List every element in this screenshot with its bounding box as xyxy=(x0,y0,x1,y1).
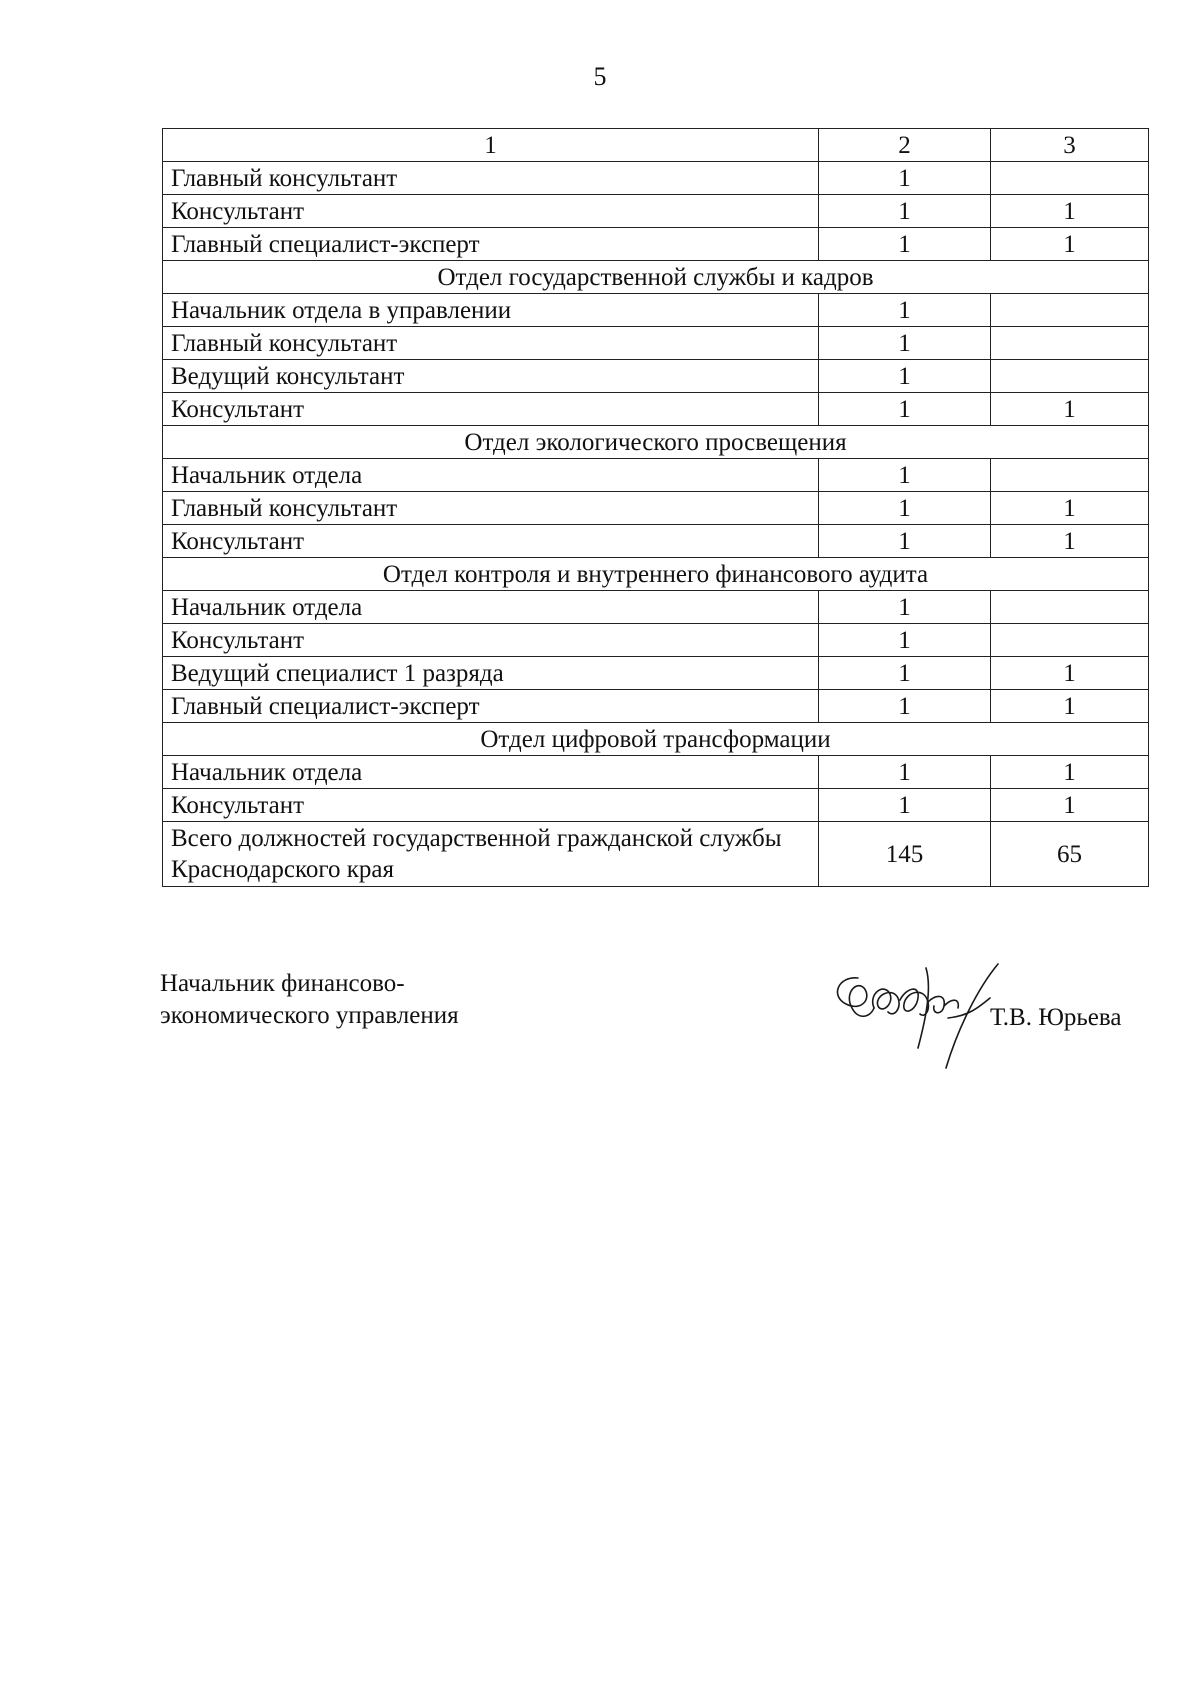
position-name: Консультант xyxy=(163,393,819,426)
position-name: Главный специалист-эксперт xyxy=(163,228,819,261)
section-title: Отдел цифровой трансформации xyxy=(163,723,1149,756)
table-row xyxy=(163,525,1149,558)
position-name: Начальник отдела xyxy=(163,459,819,492)
position-count-col-3: 1 xyxy=(991,756,1149,789)
position-count-col-2: 1 xyxy=(819,591,991,624)
position-name: Начальник отдела xyxy=(163,756,819,789)
section-title: Отдел контроля и внутреннего финансового аудита xyxy=(163,558,1149,591)
header-col-2: 2 xyxy=(819,129,991,162)
position-count-col-3 xyxy=(991,624,1149,657)
signature-block xyxy=(160,968,459,1032)
table-row xyxy=(163,492,1149,525)
position-count-col-2: 1 xyxy=(819,228,991,261)
position-count-col-3 xyxy=(991,327,1149,360)
table-row xyxy=(163,228,1149,261)
table-header-row xyxy=(163,129,1149,162)
position-name: Консультант xyxy=(163,624,819,657)
position-count-col-3: 1 xyxy=(991,690,1149,723)
section-row xyxy=(163,426,1149,459)
table-row xyxy=(163,195,1149,228)
header-col-3: 3 xyxy=(991,129,1149,162)
table-row xyxy=(163,162,1149,195)
position-count-col-3: 1 xyxy=(991,789,1149,822)
table-row xyxy=(163,756,1149,789)
section-title: Отдел государственной службы и кадров xyxy=(163,261,1149,294)
section-row xyxy=(163,723,1149,756)
position-count-col-3 xyxy=(991,459,1149,492)
table-row xyxy=(163,459,1149,492)
position-count-col-2: 1 xyxy=(819,657,991,690)
position-count-col-2: 1 xyxy=(819,327,991,360)
position-count-col-3: 1 xyxy=(991,525,1149,558)
position-name: Начальник отдела в управлении xyxy=(163,294,819,327)
position-count-col-3: 1 xyxy=(991,228,1149,261)
section-title: Отдел экологического просвещения xyxy=(163,426,1149,459)
position-count-col-2: 1 xyxy=(819,492,991,525)
staffing-table-body xyxy=(163,129,1149,887)
position-count-col-3: 1 xyxy=(991,492,1149,525)
position-count-col-2: 1 xyxy=(819,756,991,789)
position-count-col-2: 1 xyxy=(819,294,991,327)
position-count-col-2: 1 xyxy=(819,690,991,723)
position-count-col-3 xyxy=(991,162,1149,195)
position-count-col-2: 1 xyxy=(819,789,991,822)
position-name: Консультант xyxy=(163,195,819,228)
table-row xyxy=(163,327,1149,360)
position-count-col-2: 1 xyxy=(819,459,991,492)
position-name: Главный консультант xyxy=(163,162,819,195)
section-row xyxy=(163,558,1149,591)
table-row xyxy=(163,393,1149,426)
position-name: Начальник отдела xyxy=(163,591,819,624)
total-label: Всего должностей государственной гражданской службы Краснодарского края xyxy=(163,822,819,887)
position-count-col-2: 1 xyxy=(819,525,991,558)
position-count-col-3 xyxy=(991,360,1149,393)
position-count-col-3 xyxy=(991,591,1149,624)
table-row xyxy=(163,294,1149,327)
position-count-col-2: 1 xyxy=(819,162,991,195)
position-count-col-3: 1 xyxy=(991,195,1149,228)
position-count-col-2: 1 xyxy=(819,624,991,657)
total-col-3: 65 xyxy=(991,822,1149,887)
table-row xyxy=(163,624,1149,657)
signer-title-line-2: экономического управления xyxy=(160,1002,459,1029)
signer-title-line-1: Начальник финансово- xyxy=(160,970,405,997)
position-name: Главный специалист-эксперт xyxy=(163,690,819,723)
position-name: Ведущий консультант xyxy=(163,360,819,393)
position-count-col-2: 1 xyxy=(819,360,991,393)
position-count-col-3: 1 xyxy=(991,393,1149,426)
table-row xyxy=(163,690,1149,723)
position-count-col-3 xyxy=(991,294,1149,327)
table-row xyxy=(163,657,1149,690)
position-count-col-2: 1 xyxy=(819,195,991,228)
position-count-col-3: 1 xyxy=(991,657,1149,690)
table-row xyxy=(163,591,1149,624)
position-name: Главный консультант xyxy=(163,492,819,525)
position-name: Главный консультант xyxy=(163,327,819,360)
section-row xyxy=(163,261,1149,294)
signer-name: Т.В. Юрьева xyxy=(990,1004,1122,1031)
page-number: 5 xyxy=(593,62,607,91)
position-count-col-2: 1 xyxy=(819,393,991,426)
total-col-2: 145 xyxy=(819,822,991,887)
header-col-1: 1 xyxy=(163,129,819,162)
staffing-table xyxy=(162,128,1149,887)
position-name: Ведущий специалист 1 разряда xyxy=(163,657,819,690)
total-row xyxy=(163,822,1149,887)
position-name: Консультант xyxy=(163,789,819,822)
table-row xyxy=(163,360,1149,393)
table-row xyxy=(163,789,1149,822)
position-name: Консультант xyxy=(163,525,819,558)
